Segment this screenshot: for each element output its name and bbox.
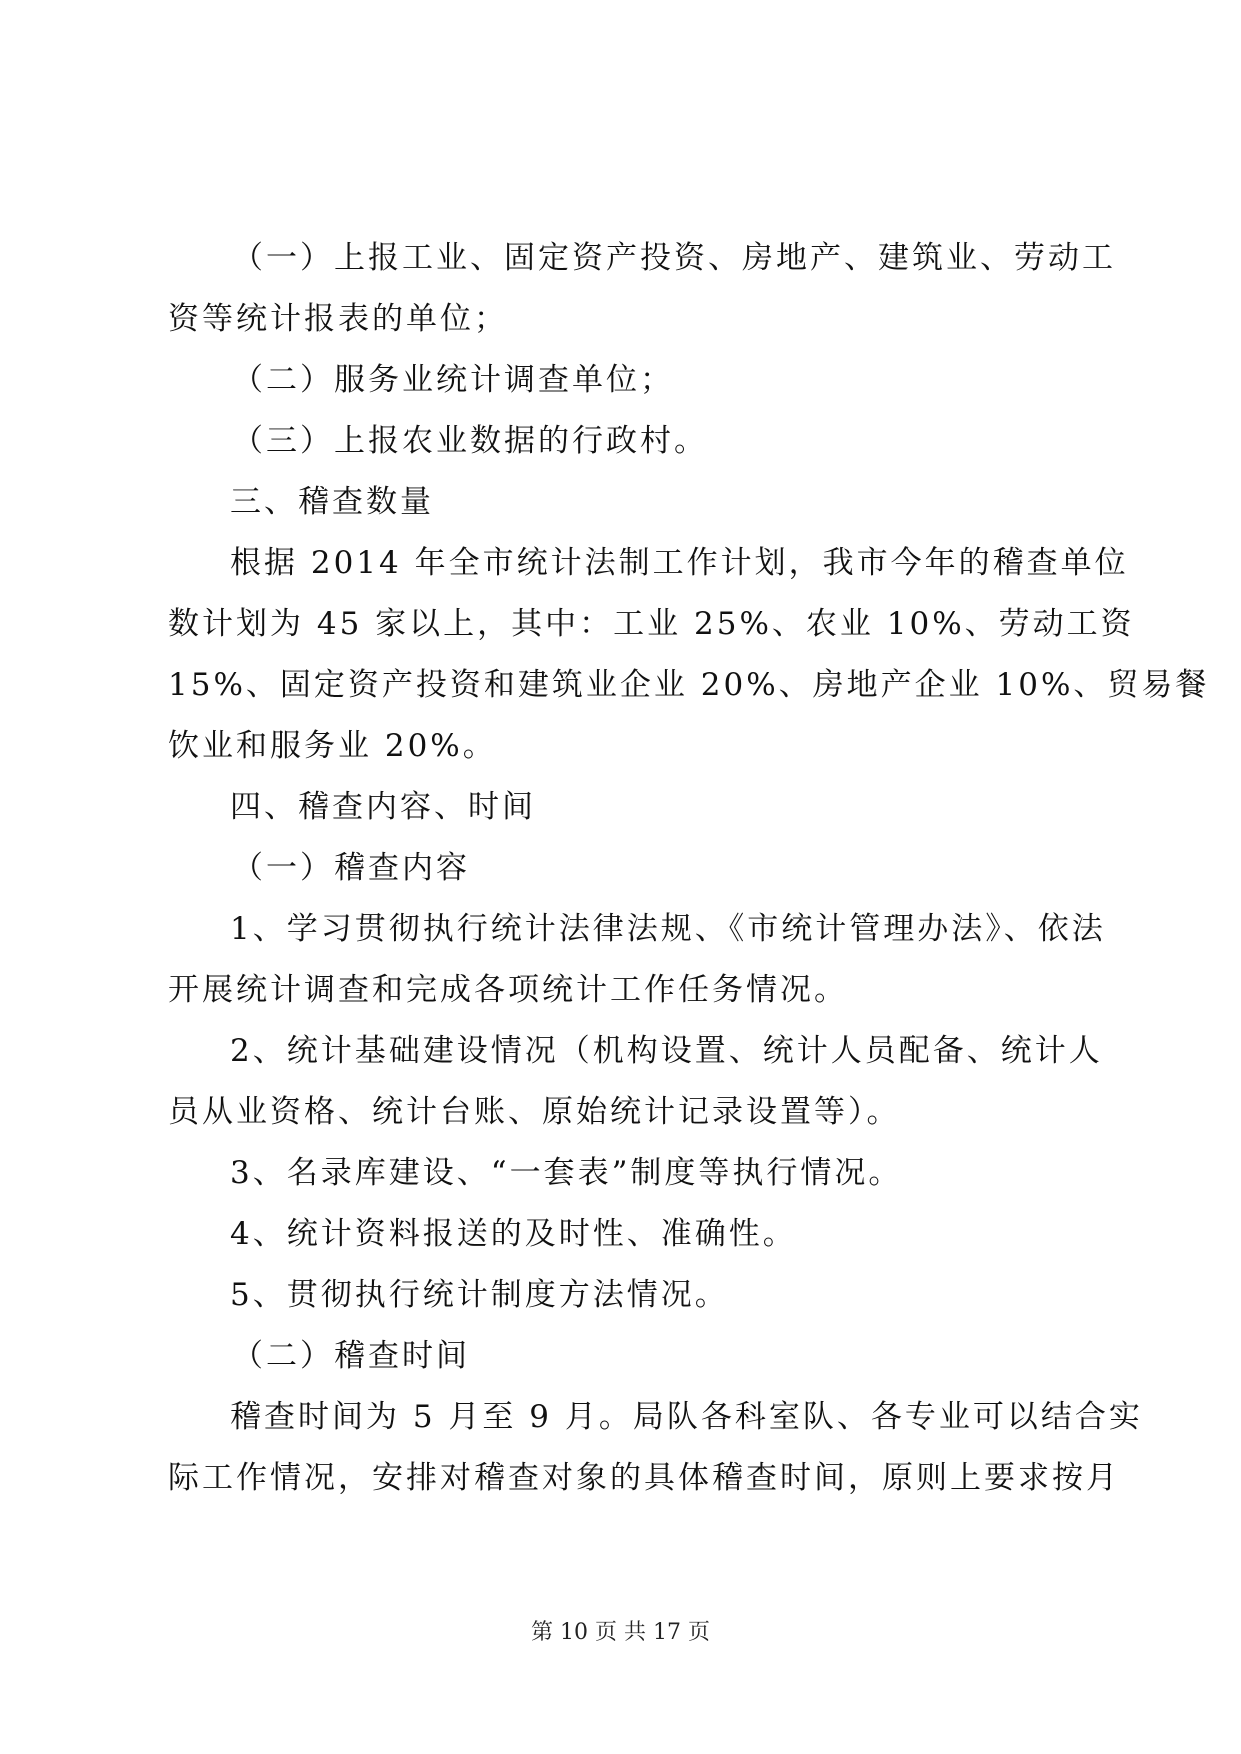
paragraph-line: （二）服务业统计调查单位；: [232, 362, 674, 398]
paragraph-line: 际工作情况，安排对稽查对象的具体稽查时间，原则上要求按月: [168, 1460, 1120, 1496]
paragraph-line: 5、贯彻执行统计制度方法情况。: [230, 1277, 729, 1313]
document-body: [168, 228, 1210, 1509]
subsection-heading: （二）稽查时间: [232, 1338, 470, 1374]
subsection-heading: （一）稽查内容: [232, 850, 470, 886]
paragraph-line: （三）上报农业数据的行政村。: [232, 423, 708, 459]
paragraph-line: 饮业和服务业 20%。: [168, 728, 497, 764]
paragraph-line: 稽查时间为 5 月至 9 月。局队各科室队、各专业可以结合实: [230, 1399, 1143, 1435]
paragraph-line: （一）上报工业、固定资产投资、房地产、建筑业、劳动工: [232, 240, 1116, 276]
paragraph-line: 资等统计报表的单位；: [168, 301, 508, 337]
section-heading: 三、稽查数量: [230, 484, 434, 520]
paragraph-line: 开展统计调查和完成各项统计工作任务情况。: [168, 972, 848, 1008]
paragraph-line: 根据 2014 年全市统计法制工作计划，我市今年的稽查单位: [230, 545, 1129, 581]
paragraph-line: 数计划为 45 家以上，其中：工业 25%、农业 10%、劳动工资: [168, 606, 1135, 642]
paragraph-line: 1、学习贯彻执行统计法律法规、《市统计管理办法》、依法: [230, 911, 1106, 947]
page-number-footer: 第 10 页 共 17 页: [531, 1620, 710, 1645]
paragraph-line: 2、统计基础建设情况（机构设置、统计人员配备、统计人: [230, 1033, 1103, 1069]
section-heading: 四、稽查内容、时间: [230, 789, 536, 825]
paragraph-line: 15%、固定资产投资和建筑业企业 20%、房地产企业 10%、贸易餐: [168, 667, 1210, 703]
paragraph-line: 4、统计资料报送的及时性、准确性。: [230, 1216, 797, 1252]
paragraph-line: 员从业资格、统计台账、原始统计记录设置等）。: [168, 1094, 901, 1130]
paragraph-line: 3、名录库建设、“一套表”制度等执行情况。: [230, 1155, 903, 1191]
